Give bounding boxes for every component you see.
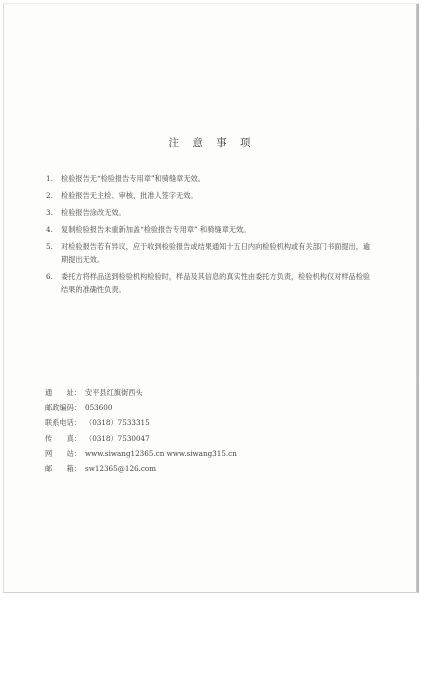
note-text: 检验报告涂改无效。 [61,207,126,217]
page-title: 注 意 事 项 [168,137,256,149]
note-item [46,240,376,267]
note-item [46,223,376,236]
fax-value: （0318）7530047 [85,433,150,443]
note-text: 委托方将样品送到检验机构检验时，样品及其信息的真实性由委托方负责，检验机构仅对样品检验结果的准确性负责。 [61,271,371,295]
contact-row-phone [45,415,385,430]
postcode-value: 053600 [85,403,113,413]
note-text: 复制检验报告未重新加盖“检验报告专用章” 和骑缝章无效。 [61,224,251,234]
notes-list [46,172,376,300]
contact-label: 网 站： [45,448,81,458]
email-value: sw12365@126.com [85,463,157,473]
note-text: 对检验报告若有异议，应于收到检验报告或结果通知十五日内向检验机构或有关部门书面提出，逾期提出无效。 [61,241,371,264]
contact-row-email [45,461,385,476]
contact-label: 邮政编码： [45,403,81,413]
page-edge-shadow [416,4,418,592]
note-number: 2. [46,190,53,200]
note-text: 检验报告无主检、审核、批准人签字无效。 [61,190,198,200]
contact-label: 传 真： [45,433,81,443]
contact-info-block [45,385,385,476]
note-item [46,206,376,219]
contact-label: 通 址： [45,388,81,397]
address-value: 安平县红旗街西头 [85,388,143,397]
contact-row-address [45,385,385,400]
phone-value: （0318）7533315 [85,418,150,428]
note-number: 6. [46,271,53,281]
note-number: 5. [46,241,53,251]
contact-row-fax [45,431,385,446]
contact-row-postcode [45,400,385,415]
note-number: 4. [46,224,53,234]
note-number: 3. [46,207,53,217]
website-value: www.siwang12365.cn www.siwang315.cn [85,448,237,458]
contact-label: 联系电话： [45,418,81,428]
contact-row-website [45,446,385,461]
contact-label: 邮 箱： [45,463,81,473]
note-number: 1. [46,174,53,183]
note-item [46,189,376,202]
note-text: 检验报告无“检验报告专用章”和骑缝章无效。 [61,174,205,183]
note-item [46,270,376,297]
note-item [46,172,376,185]
